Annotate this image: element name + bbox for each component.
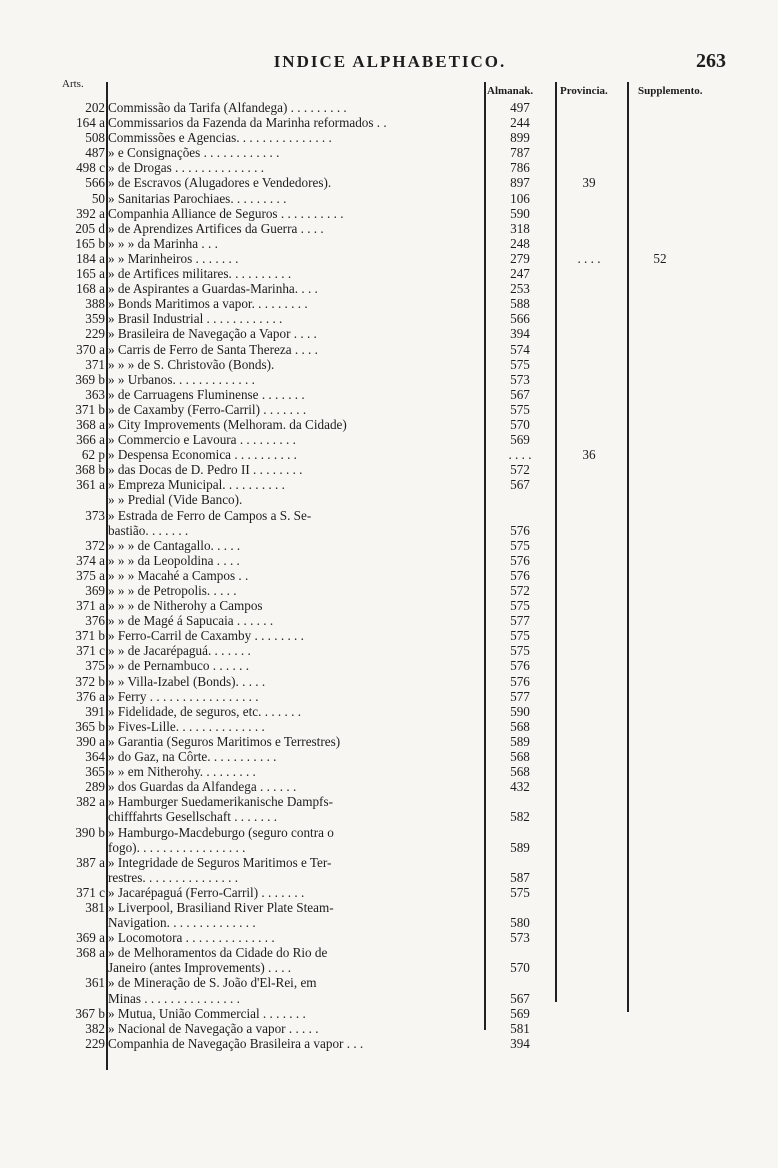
article-number: 387 a	[76, 854, 105, 870]
almanak-page: 576	[510, 658, 530, 674]
almanak-page: 590	[510, 205, 530, 221]
almanak-page: 572	[510, 462, 530, 478]
table-row	[0, 719, 778, 734]
entry-text: » Sanitarias Parochiaes. . . . . . . . .	[108, 190, 287, 206]
almanak-page: 575	[510, 643, 530, 659]
table-row	[0, 251, 778, 266]
table-row	[0, 658, 778, 673]
arts-column-header: Arts.	[62, 78, 84, 90]
article-number: 184 a	[76, 250, 105, 266]
article-number: 392 a	[76, 205, 105, 221]
almanak-page: 581	[510, 1020, 530, 1036]
table-row	[0, 462, 778, 477]
article-number: 368 b	[75, 462, 105, 478]
almanak-page: 244	[510, 115, 530, 131]
supplemento-page: 52	[653, 250, 667, 266]
table-row	[0, 130, 778, 145]
article-number: 375	[85, 658, 105, 674]
article-number: 363	[85, 386, 105, 402]
almanak-page: 570	[510, 416, 530, 432]
entry-text: fogo). . . . . . . . . . . . . . . . .	[108, 839, 246, 855]
table-row	[0, 221, 778, 236]
table-row	[0, 704, 778, 719]
almanak-page: 394	[510, 1035, 530, 1051]
table-row	[0, 674, 778, 689]
almanak-page: 279	[510, 250, 530, 266]
article-number: 365	[85, 764, 105, 780]
article-number: 165 b	[75, 235, 105, 251]
supplemento-column-header: Supplemento.	[638, 85, 703, 97]
entry-text: Companhia de Navegação Brasileira a vapor . . .	[108, 1035, 364, 1051]
almanak-page: 394	[510, 326, 530, 342]
almanak-page: 577	[510, 688, 530, 704]
article-number: 368 a	[76, 416, 105, 432]
entry-text: » de Artifices militares. . . . . . . . . .	[108, 266, 292, 282]
article-number: 390 b	[75, 824, 105, 840]
table-row	[0, 855, 778, 870]
provincia-column-header: Provincia.	[560, 85, 608, 97]
almanak-page: 568	[510, 749, 530, 765]
table-row	[0, 749, 778, 764]
article-number: 359	[85, 311, 105, 327]
table-row	[0, 523, 778, 538]
table-row	[0, 1021, 778, 1036]
table-row	[0, 764, 778, 779]
article-number: 289	[85, 779, 105, 795]
almanak-page: 575	[510, 537, 530, 553]
entry-text: » Brasileira de Navegação a Vapor . . . .	[108, 326, 317, 342]
almanak-page: 786	[510, 160, 530, 176]
table-row	[0, 794, 778, 809]
entry-text: » » » Macahé a Campos . .	[108, 567, 249, 583]
article-number: 50	[91, 190, 105, 206]
almanak-page: 576	[510, 522, 530, 538]
almanak-page: 248	[510, 235, 530, 251]
almanak-page: 580	[510, 915, 530, 931]
article-number: 369	[85, 583, 105, 598]
almanak-page: 568	[510, 718, 530, 734]
table-row	[0, 915, 778, 930]
table-row	[0, 342, 778, 357]
article-number: 229	[85, 326, 105, 342]
table-row	[0, 296, 778, 311]
entry-text: » Fidelidade, de seguros, etc. . . . . . .	[108, 703, 302, 719]
article-number: 373	[85, 507, 105, 523]
almanak-page: 432	[510, 779, 530, 795]
entry-text: chifffahrts Gesellschaft . . . . . . .	[108, 809, 278, 825]
entry-text: Commissões e Agencias. . . . . . . . . . . . . . .	[108, 130, 332, 146]
table-row	[0, 628, 778, 643]
almanak-page: 570	[510, 960, 530, 976]
article-number: 391	[85, 703, 105, 719]
article-number: 368 a	[76, 945, 105, 961]
entry-text: » Brasil Industrial . . . . . . . . . . . .	[108, 311, 283, 327]
almanak-page: 589	[510, 733, 530, 749]
almanak-page: 567	[510, 386, 530, 402]
article-number: 371 b	[75, 401, 105, 417]
entry-text: » de Aprendizes Artifices da Guerra . . . .	[108, 220, 324, 236]
entry-text: » de Carruagens Fluminense . . . . . . .	[108, 386, 305, 402]
table-row	[0, 372, 778, 387]
table-row	[0, 870, 778, 885]
entry-text: Commissão da Tarifa (Alfandega) . . . . . . . . .	[108, 100, 347, 115]
article-number: 164 a	[76, 115, 105, 131]
article-number: 371 b	[75, 628, 105, 644]
article-number: 229	[85, 1035, 105, 1051]
table-row	[0, 281, 778, 296]
article-number: 371 c	[76, 884, 105, 900]
table-row	[0, 568, 778, 583]
almanak-page: 576	[510, 552, 530, 568]
entry-text: » » de Magé á Sapucaia . . . . . .	[108, 613, 274, 629]
page-number: 263	[696, 50, 726, 72]
table-row	[0, 417, 778, 432]
almanak-page: 587	[510, 869, 530, 885]
entry-text: » » » de Nitherohy a Campos	[108, 598, 263, 614]
entry-text: » de Aspirantes a Guardas-Marinha. . . .	[108, 281, 318, 297]
entry-text: » » » de Petropolis. . . . .	[108, 583, 237, 598]
almanak-page: 590	[510, 703, 530, 719]
almanak-page: 106	[510, 190, 530, 206]
entry-text: » City Improvements (Melhoram. da Cidade)	[108, 416, 347, 432]
table-row	[0, 885, 778, 900]
article-number: 361 a	[76, 477, 105, 493]
almanak-page: 573	[510, 930, 530, 946]
article-number: 371 a	[76, 598, 105, 614]
entry-text: » de Escravos (Alugadores e Vendedores).	[108, 175, 332, 191]
article-number: 365 b	[75, 718, 105, 734]
entry-text: » e Consignações . . . . . . . . . . . .	[108, 145, 280, 161]
almanak-page: 582	[510, 809, 530, 825]
entry-text: » » em Nitherohy. . . . . . . . .	[108, 764, 256, 780]
table-row	[0, 613, 778, 628]
entry-text: » das Docas de D. Pedro II . . . . . . . .	[108, 462, 303, 478]
entry-text: » Carris de Ferro de Santa Thereza . . . .	[108, 341, 318, 357]
almanak-page: 576	[510, 567, 530, 583]
entry-text: » dos Guardas da Alfandega . . . . . .	[108, 779, 297, 795]
table-row	[0, 191, 778, 206]
table-row	[0, 115, 778, 130]
almanak-page: 567	[510, 990, 530, 1006]
table-row	[0, 206, 778, 221]
entry-text: » Ferry . . . . . . . . . . . . . . . . .	[108, 688, 259, 704]
provincia-page: . . . .	[577, 250, 601, 266]
table-row	[0, 160, 778, 175]
provincia-page: 36	[582, 447, 596, 463]
entry-text: » do Gaz, na Côrte. . . . . . . . . . .	[108, 749, 277, 765]
article-number: 376 a	[76, 688, 105, 704]
table-row	[0, 508, 778, 523]
entry-text: Navigation. . . . . . . . . . . . . .	[108, 915, 256, 931]
table-row	[0, 357, 778, 372]
entry-text: » Nacional de Navegação a vapor . . . . .	[108, 1020, 319, 1036]
article-number: 202	[85, 100, 105, 115]
table-row	[0, 643, 778, 658]
table-row	[0, 689, 778, 704]
table-row	[0, 991, 778, 1006]
table-row	[0, 583, 778, 598]
almanak-page: 575	[510, 356, 530, 372]
entry-text: » » Urbanos. . . . . . . . . . . . .	[108, 371, 255, 387]
almanak-page: 569	[510, 1005, 530, 1021]
almanak-page: 575	[510, 401, 530, 417]
article-number: 366 a	[76, 432, 105, 448]
entry-text: » Bonds Maritimos a vapor. . . . . . . . .	[108, 296, 308, 312]
entry-text: Companhia Alliance de Seguros . . . . . . . . . .	[108, 205, 344, 221]
entry-text: » » » de S. Christovão (Bonds).	[108, 356, 275, 372]
table-row	[0, 266, 778, 281]
article-number: 382	[85, 1020, 105, 1036]
article-number: 371 c	[76, 643, 105, 659]
entry-text: » Estrada de Ferro de Campos a S. Se-	[108, 507, 312, 523]
article-number: 487	[85, 145, 105, 161]
table-row	[0, 960, 778, 975]
entry-text: » Mutua, União Commercial . . . . . . .	[108, 1005, 306, 1021]
article-number: 205 d	[75, 220, 105, 236]
almanak-page: 569	[510, 432, 530, 448]
table-row	[0, 975, 778, 990]
almanak-page: 577	[510, 613, 530, 629]
article-number: 367 b	[75, 1005, 105, 1021]
article-number: 371	[85, 356, 105, 372]
table-row	[0, 1036, 778, 1051]
table-row	[0, 538, 778, 553]
table-row	[0, 930, 778, 945]
table-row	[0, 402, 778, 417]
article-number: 372	[85, 537, 105, 553]
almanak-page: 897	[510, 175, 530, 191]
entry-text: » Hamburgo-Macdeburgo (seguro contra o	[108, 824, 334, 840]
article-number: 508	[85, 130, 105, 146]
entry-text: » Garantia (Seguros Maritimos e Terrestres)	[108, 733, 341, 749]
almanak-page: 497	[510, 100, 530, 115]
article-number: 369 b	[75, 371, 105, 387]
almanak-page: 568	[510, 764, 530, 780]
entry-text: » Locomotora . . . . . . . . . . . . . .	[108, 930, 275, 946]
table-row	[0, 432, 778, 447]
table-row	[0, 145, 778, 160]
index-table	[0, 100, 778, 1051]
article-number: 370 a	[76, 341, 105, 357]
table-row	[0, 100, 778, 115]
entry-text: » » de Pernambuco . . . . . .	[108, 658, 250, 674]
almanak-page: 247	[510, 266, 530, 282]
article-number: 364	[85, 749, 105, 765]
article-number: 376	[85, 613, 105, 629]
entry-text: Minas . . . . . . . . . . . . . . .	[108, 990, 240, 1006]
table-row	[0, 840, 778, 855]
almanak-page: 318	[510, 220, 530, 236]
entry-text: » » » de Cantagallo. . . . .	[108, 537, 241, 553]
article-number: 381	[85, 899, 105, 915]
table-row	[0, 598, 778, 613]
almanak-page: . . . .	[508, 447, 532, 463]
table-row	[0, 311, 778, 326]
table-row	[0, 734, 778, 749]
article-number: 375 a	[76, 567, 105, 583]
table-row	[0, 1006, 778, 1021]
article-number: 361	[85, 975, 105, 991]
entry-text: » de Mineração de S. João d'El-Rei, em	[108, 975, 317, 991]
table-row	[0, 387, 778, 402]
article-number: 382 a	[76, 794, 105, 810]
entry-text: » Integridade de Seguros Maritimos e Ter-	[108, 854, 332, 870]
almanak-page: 589	[510, 839, 530, 855]
almanak-page: 575	[510, 884, 530, 900]
almanak-page: 899	[510, 130, 530, 146]
table-row	[0, 945, 778, 960]
almanak-page: 573	[510, 371, 530, 387]
page-title: INDICE ALPHABETICO.	[273, 52, 507, 71]
entry-text: » » Villa-Izabel (Bonds). . . . .	[108, 673, 266, 689]
article-number: 374 a	[76, 552, 105, 568]
almanak-column-header: Almanak.	[487, 85, 534, 97]
article-number: 372 b	[75, 673, 105, 689]
entry-text: » » de Jacarépaguá. . . . . . .	[108, 643, 251, 659]
article-number: 62 p	[81, 447, 105, 463]
almanak-page: 787	[510, 145, 530, 161]
almanak-page: 566	[510, 311, 530, 327]
entry-text: bastião. . . . . . .	[108, 522, 189, 538]
article-number: 168 a	[76, 281, 105, 297]
table-row	[0, 900, 778, 915]
almanak-page: 575	[510, 628, 530, 644]
entry-text: » » » da Leopoldina . . . .	[108, 552, 240, 568]
table-row	[0, 553, 778, 568]
provincia-page: 39	[582, 175, 596, 191]
almanak-page: 567	[510, 477, 530, 493]
entry-text: Janeiro (antes Improvements) . . . .	[108, 960, 292, 976]
table-row	[0, 326, 778, 341]
table-row	[0, 809, 778, 824]
entry-text: » Fives-Lille. . . . . . . . . . . . . .	[108, 718, 265, 734]
table-row	[0, 175, 778, 190]
entry-text: » Despensa Economica . . . . . . . . . .	[108, 447, 297, 463]
almanak-page: 576	[510, 673, 530, 689]
table-row	[0, 447, 778, 462]
table-row	[0, 492, 778, 507]
entry-text: » Commercio e Lavoura . . . . . . . . .	[108, 432, 296, 448]
article-number: 165 a	[76, 266, 105, 282]
almanak-page: 588	[510, 296, 530, 312]
almanak-page: 575	[510, 598, 530, 614]
entry-text: » Empreza Municipal. . . . . . . . . .	[108, 477, 285, 493]
entry-text: Commissarios da Fazenda da Marinha reformados . .	[108, 115, 387, 131]
table-row	[0, 779, 778, 794]
article-number: 388	[85, 296, 105, 312]
entry-text: » » Marinheiros . . . . . . .	[108, 250, 239, 266]
entry-text: » de Melhoramentos da Cidade do Rio de	[108, 945, 328, 961]
entry-text: » » » da Marinha . . .	[108, 235, 218, 251]
entry-text: » Jacarépaguá (Ferro-Carril) . . . . . . .	[108, 884, 305, 900]
almanak-page: 253	[510, 281, 530, 297]
entry-text: » » Predial (Vide Banco).	[108, 492, 243, 508]
entry-text: restres. . . . . . . . . . . . . . .	[108, 869, 239, 885]
almanak-page: 572	[510, 583, 530, 598]
article-number: 369 a	[76, 930, 105, 946]
table-row	[0, 477, 778, 492]
entry-text: » Ferro-Carril de Caxamby . . . . . . . .	[108, 628, 304, 644]
article-number: 566	[85, 175, 105, 191]
almanak-page: 574	[510, 341, 530, 357]
article-number: 498 c	[76, 160, 105, 176]
table-row	[0, 825, 778, 840]
entry-text: » de Caxamby (Ferro-Carril) . . . . . . .	[108, 401, 307, 417]
table-row	[0, 236, 778, 251]
entry-text: » de Drogas . . . . . . . . . . . . . .	[108, 160, 265, 176]
entry-text: » Liverpool, Brasiliand River Plate Steam-	[108, 899, 334, 915]
article-number: 390 a	[76, 733, 105, 749]
entry-text: » Hamburger Suedamerikanische Dampfs-	[108, 794, 333, 810]
